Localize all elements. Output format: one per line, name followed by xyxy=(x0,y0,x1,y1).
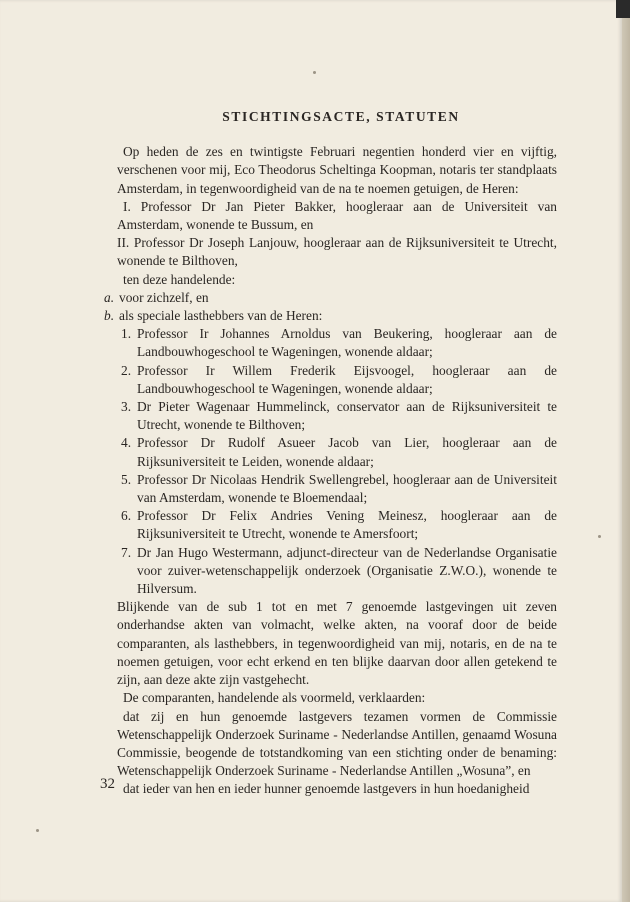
list-item xyxy=(121,471,557,507)
list-text: Dr Pieter Wagenaar Hummelinck, conservator aan de Rijksuniversiteit te Utrecht, wonende te Bilthoven; xyxy=(137,399,557,433)
list-text: Professor Dr Rudolf Asueer Jacob van Lier, hoogleraar aan de Rijksuniversiteit te Leiden, wonende aldaar; xyxy=(137,435,557,469)
principals-list xyxy=(117,325,557,598)
list-marker: 5. xyxy=(121,471,132,487)
list-item xyxy=(121,362,557,398)
corner-mark xyxy=(616,0,630,18)
page-edge xyxy=(622,0,630,902)
list-text: Dr Jan Hugo Westermann, adjunct-directeur van de Nederlandse Organisatie voor zuiver-wetenschappelijk onderzoek (Organisatie Z.W.O.), wonende te Hilversum. xyxy=(137,544,557,597)
declaration-paragraph: De comparanten, handelende als voormeld, verklaarden: xyxy=(123,690,426,706)
list-marker: 7. xyxy=(121,544,132,560)
powers-paragraph: Blijkende van de sub 1 tot en met 7 genoemde lastgevingen uit zeven onderhandse akten van volmacht, welke akten, na vooraf door de beide comparanten, als lasthebbers, in tegenwoordigheid van mij, notaris, en de na te noemen getuigen, voor echt erkend en ten blijke daarvan door allen getekend te zijn, aan deze akte zijn vastgehecht. xyxy=(117,599,557,688)
person-ii: II. Professor Dr Joseph Lanjouw, hoogleraar aan de Rijksuniversiteit te Utrecht, wonende te Bilthoven, xyxy=(117,235,557,269)
paper-speck xyxy=(313,71,316,74)
person-i: I. Professor Dr Jan Pieter Bakker, hoogleraar aan de Universiteit van Amsterdam, wonende te Bussum, en xyxy=(117,198,557,233)
list-marker: 4. xyxy=(121,435,132,451)
list-marker: 1. xyxy=(121,326,132,342)
paper-speck xyxy=(598,535,601,538)
page-number: 32 xyxy=(100,776,115,792)
list-marker: a. xyxy=(104,289,115,305)
list-marker: 6. xyxy=(121,508,132,524)
list-item xyxy=(121,544,557,599)
list-text: Professor Dr Nicolaas Hendrik Swellengrebel, hoogleraar aan de Universiteit van Amsterdam, wonende te Bloemendaal; xyxy=(137,471,557,506)
list-text: als speciale lasthebbers van de Heren: xyxy=(119,308,323,324)
commission-paragraph: dat zij en hun genoemde lastgevers tezamen vormen de Commissie Wetenschappelijk Onderzoek Suriname - Nederlandse Antillen, genaamd Wosuna Commissie, beogende de totstandkoming van een stichting onder de benaming: Wetenschappelijk Onderzoek Suriname - Nederlandse Antillen „Wosuna”, en xyxy=(117,708,557,779)
page-heading: STICHTINGSACTE, STATUTEN xyxy=(222,109,460,124)
acting-list xyxy=(104,289,557,325)
capacity-paragraph: dat ieder van hen en ieder hunner genoemde lastgevers in hun hoedanigheid xyxy=(123,781,530,797)
list-text: Professor Ir Johannes Arnoldus van Beukering, hoogleraar aan de Landbouwhogeschool te Wageningen, wonende aldaar; xyxy=(137,326,557,360)
paper-speck xyxy=(36,829,39,832)
list-item xyxy=(121,507,557,543)
list-item xyxy=(104,307,557,325)
list-item xyxy=(104,289,557,307)
list-text: voor zichzelf, en xyxy=(119,289,209,305)
list-text: Professor Dr Felix Andries Vening Meinesz, hoogleraar aan de Rijksuniversiteit te Utrecht, wonende te Amersfoort; xyxy=(137,508,557,542)
intro-paragraph: Op heden de zes en twintigste Februari negentien honderd vier en vijftig, verschenen voor mij, Eco Theodorus Scheltinga Koopman, notaris ter standplaats Amsterdam, in tegenwoordigheid van de na te noemen getuigen, de Heren: xyxy=(117,144,557,196)
list-item xyxy=(121,434,557,470)
list-marker: 3. xyxy=(121,399,132,415)
list-item xyxy=(121,325,557,361)
list-item xyxy=(121,398,557,434)
list-marker: 2. xyxy=(121,362,132,378)
list-marker: b. xyxy=(104,308,115,324)
acting-intro: ten deze handelende: xyxy=(123,271,236,287)
list-text: Professor Ir Willem Frederik Eijsvoogel, hoogleraar aan de Landbouwhogeschool te Wageningen, wonende aldaar; xyxy=(137,362,557,396)
